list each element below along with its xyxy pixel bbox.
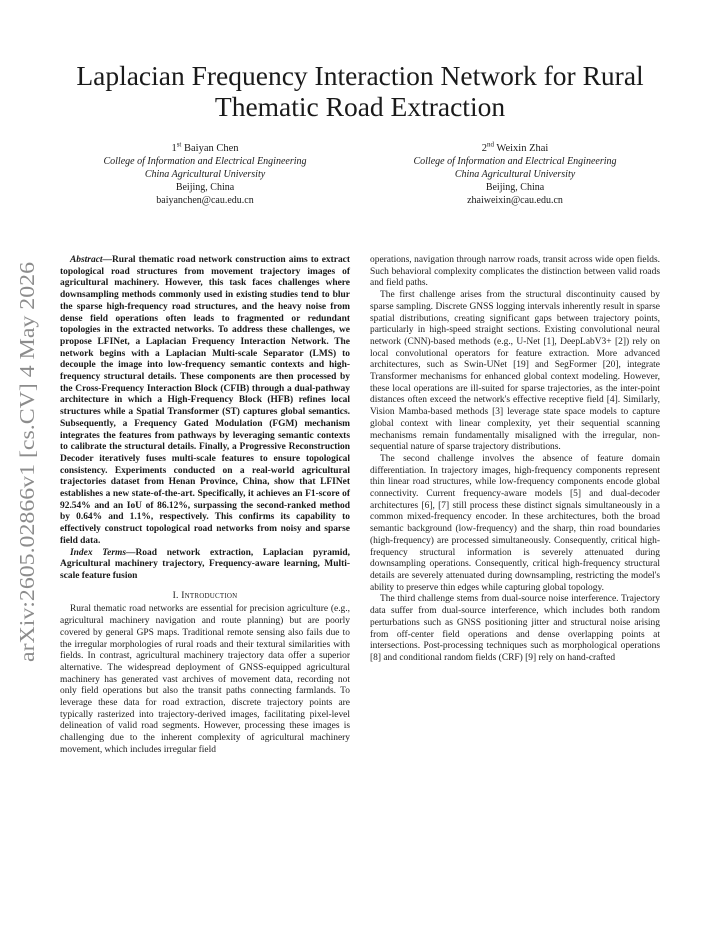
author-1-email: baiyanchen@cau.edu.cn [156,195,254,206]
author-2-name-line [370,142,660,155]
author-2-name: Weixin Zhai [496,143,549,154]
arxiv-identifier: arXiv:2605.02866v1 [cs.CV] 4 May 2026 [15,301,39,662]
abstract [60,255,350,548]
author-1-name-line [60,142,350,155]
author-1 [60,142,350,207]
author-2-affiliation: College of Information and Electrical Engineering [413,156,617,167]
index-terms [60,548,350,583]
section-heading [60,590,350,602]
author-1-institution: China Agricultural University [144,169,266,180]
author-2-ordinal: 2 [481,143,487,154]
author-2-ordinal-suffix: nd [486,140,494,149]
author-2 [370,142,660,207]
paper-title: Laplacian Frequency Interaction Network for Rural Thematic Road Extraction [76,60,644,122]
left-column [60,255,350,757]
intro-paragraph-2: The first challenge arises from the structural discontinuity caused by sparse sampling. Discrete GNSS logging intervals inherently result in sparse spatial distributions, creating significant gaps between trajectory points, particularly in high-speed straight sections. Existing convolutional neural network (CNN)-based methods (e.g., U-Net [1], DeepLabV3+ [2]) rely on local convolutional operators for feature extraction. More advanced architectures, such as Swin-UNet [19] and SegFormer [20], integrate Transformer mechanisms for enhanced global context modeling. However, these local operations are ill-suited for sparse trajectories, as the inter-point distances often exceed the network's effective receptive field [4]. Similarly, Vision Mamba-based methods [3] leverage state space models to capture global context with linear complexity, yet their sequential scanning mechanisms remain fundamentally misaligned with the irregular, non-sequential nature of sparse trajectory distributions. [370,290,660,453]
intro-paragraph-1: Rural thematic road networks are essential for precision agriculture (e.g., agricultural machinery navigation and route planning) but are poorly covered by general GPS maps. Traditional remote sensing also fails due to the irregular morphologies of rural roads and their textural similarities with fields. In contrast, agricultural machinery trajectory data offer a superior alternative. The widespread deployment of GNSS-equipped agricultural machinery has generated vast archives of movement data, recording not only field operations but also the transit paths connecting farmlands. To leverage these data for road extraction, discrete trajectory points are typically rasterized into trajectory-derived images, facilitating pixel-level delineation of valid road segments. However, processing these images is challenging due to the inherent complexity of agricultural machinery movement, which includes irregular field [60,604,350,755]
index-terms-label: Index Terms [70,547,127,558]
author-1-ordinal-suffix: st [176,140,182,149]
author-2-email: zhaiweixin@cau.edu.cn [467,195,563,206]
arxiv-sidebar-stamp [6,256,44,668]
intro-paragraph-1-continued: operations, navigation through narrow roads, transit across wide open fields. Such behavioral complexity complicates the distinction between valid roads and field paths. [370,255,660,289]
right-column [370,255,660,665]
author-1-ordinal: 1 [171,143,177,154]
author-1-name: Baiyan Chen [184,143,239,154]
abstract-label: Abstract [70,255,103,265]
index-terms-text: —Road network extraction, Laplacian pyramid, Agricultural machinery trajectory, Frequency-aware learning, Multi-scale feature fusion [60,547,350,581]
intro-paragraph-4: The third challenge stems from dual-source noise interference. Trajectory data suffer from dual-source interference, which includes both random perturbations such as GNSS positioning jitter and structural noise arising from off-center field operations and dense overlapping points at intersections. Post-processing techniques such as morphological operations [8] and conditional random fields (CRF) [9] rely on hand-crafted [370,594,660,663]
author-1-affiliation: College of Information and Electrical Engineering [103,156,307,167]
author-2-institution: China Agricultural University [454,169,576,180]
intro-paragraph-3: The second challenge involves the absence of feature domain differentiation. In trajectory images, high-frequency components represent thin linear road structures, while low-frequency components encode global connectivity. Current frequency-aware models [5] and dual-decoder architectures [6], [7] still process these distinct signals simultaneously in a common mixed-frequency encoder. In these architectures, both the broad semantic background (low-frequency) and the sharp, thin road boundaries (high-frequency) are processed simultaneously. Consequently, critical high-frequency structural information is severely attenuated during downsampling operations. Consequently, critical high-frequency structural details are severely attenuated during downsampling, restricting the model's ability to preserve thin edges while capturing global topology. [370,453,660,593]
author-2-location: Beijing, China [485,182,545,193]
author-1-location: Beijing, China [175,182,235,193]
section-number: I. [172,589,179,601]
section-title: Introduction [181,589,238,601]
abstract-text: —Rural thematic road network construction aims to extract topological road structures from movement trajectory images of agricultural machinery. However, this task faces challenges where downsampling methods commonly used in existing studies tend to blur the sparse high-frequency road structures, and the heavy noise from dense field operations often leads to fragmented or redundant topologies in the extracted networks. To address these challenges, we propose LFINet, a Laplacian Frequency Interaction Network. The network begins with a Laplacian Multi-scale Separator (LMS) to decouple the image into low-frequency semantic contexts and high-frequency structural details. These components are then processed by the Cross-Frequency Interaction Block (CFIB) through a dual-pathway architecture in which a High-Frequency Block (HFB) refines local structures while a Spatial Transformer (ST) captures global semantics. Subsequently, a Frequency Gated Modulation (FGM) mechanism integrates the features from pathways by leveraging semantic contexts to calibrate the structural details. Finally, a Progressive Reconstruction Decoder iteratively fuses multi-scale features to ensure topological consistency. Experiments conducted on a real-world agricultural trajectories dataset from Henan Province, China, show that LFINet establishes a new state-of-the-art. Specifically, it achieves an F1-score of 92.54% and an IoU of 86.12%, surpassing the second-ranked method by 0.64% and 1.1%, respectively. This confirms its capability to effectively construct topological road networks from noisy and sparse field data. [60,255,350,546]
